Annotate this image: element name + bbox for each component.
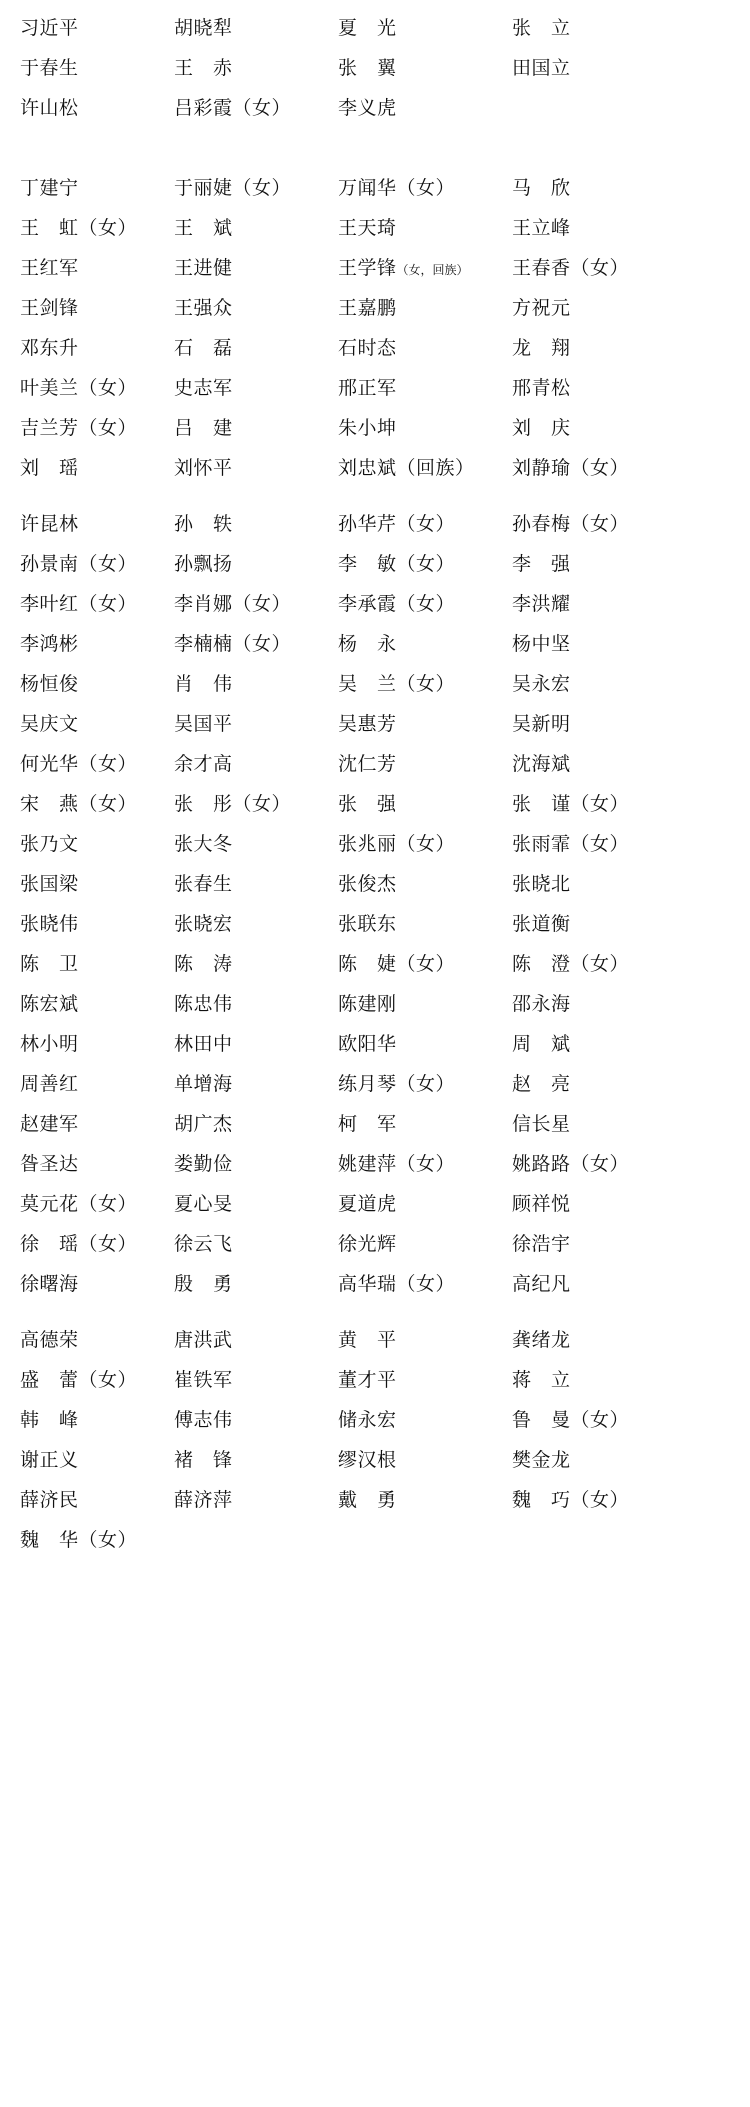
name-cell: 刘忠斌（回族）	[338, 457, 475, 479]
name-cell: 信长星	[512, 1113, 571, 1135]
name-row	[18, 624, 732, 664]
name-cell: 戴 勇	[338, 1489, 397, 1511]
name-cell: 王进健	[174, 257, 233, 279]
name-cell: 赵 亮	[512, 1073, 571, 1095]
name-cell: 于春生	[20, 57, 79, 79]
name-cell: 吴新明	[512, 713, 571, 735]
name-cell: 杨中坚	[512, 633, 571, 655]
group-spacer	[18, 1304, 732, 1320]
name-cell: 顾祥悦	[512, 1193, 571, 1215]
name-row	[18, 544, 732, 584]
name-cell: 夏心旻	[174, 1193, 233, 1215]
name-cell: 林小明	[20, 1033, 79, 1055]
name-row	[18, 784, 732, 824]
name-cell: 王立峰	[512, 217, 571, 239]
name-cell: 刘静瑜（女）	[512, 457, 630, 479]
name-cell: 陈忠伟	[174, 993, 233, 1015]
name-row	[18, 408, 732, 448]
name-cell: 于丽婕（女）	[174, 177, 292, 199]
name-cell: 张乃文	[20, 833, 79, 855]
name-cell: 殷 勇	[174, 1273, 233, 1295]
name-cell: 李义虎	[338, 97, 397, 119]
name-cell: 吴惠芳	[338, 713, 397, 735]
name-cell: 徐光辉	[338, 1233, 397, 1255]
name-cell: 张大冬	[174, 833, 233, 855]
name-cell: 姚路路（女）	[512, 1153, 630, 1175]
name-cell: 张 谨（女）	[512, 793, 630, 815]
name-cell: 张 彤（女）	[174, 793, 292, 815]
name-cell: 张国梁	[20, 873, 79, 895]
name-row	[18, 1264, 732, 1304]
name-cell: 李叶红（女）	[20, 593, 138, 615]
name-row	[18, 1144, 732, 1184]
name-cell: 魏 巧（女）	[512, 1489, 630, 1511]
name-cell: 张春生	[174, 873, 233, 895]
name-cell: 丁建宁	[20, 177, 79, 199]
name-row	[18, 48, 732, 88]
name-row	[18, 88, 732, 128]
name-cell: 林田中	[174, 1033, 233, 1055]
name-qualifier: （女，回族）	[396, 263, 469, 277]
name-cell: 石 磊	[174, 337, 233, 359]
name-cell: 缪汉根	[338, 1449, 397, 1471]
name-row	[18, 1024, 732, 1064]
name-cell: 孙飘扬	[174, 553, 233, 575]
name-cell: 张 强	[338, 793, 397, 815]
name-cell: 陈宏斌	[20, 993, 79, 1015]
name-row	[18, 368, 732, 408]
name-cell: 周 斌	[512, 1033, 571, 1055]
name-cell: 陈建刚	[338, 993, 397, 1015]
name-cell: 史志军	[174, 377, 233, 399]
name-cell: 韩 峰	[20, 1409, 79, 1431]
name-cell: 刘怀平	[174, 457, 233, 479]
name-cell: 张兆丽（女）	[338, 833, 456, 855]
name-cell: 孙华芹（女）	[338, 513, 456, 535]
name-cell: 张 翼	[338, 57, 397, 79]
name-cell: 刘 庆	[512, 417, 571, 439]
name-row	[18, 208, 732, 248]
name-cell: 储永宏	[338, 1409, 397, 1431]
name-cell: 张晓宏	[174, 913, 233, 935]
name-cell: 杨 永	[338, 633, 397, 655]
name-cell: 王红军	[20, 257, 79, 279]
group-spacer	[18, 488, 732, 504]
name-cell: 李鸿彬	[20, 633, 79, 655]
name-group	[18, 8, 732, 128]
name-cell: 陈 卫	[20, 953, 79, 975]
name-row	[18, 328, 732, 368]
name-cell: 徐云飞	[174, 1233, 233, 1255]
name-cell: 谢正义	[20, 1449, 79, 1471]
name-cell: 王春香（女）	[512, 257, 630, 279]
name-cell: 黄 平	[338, 1329, 397, 1351]
name-cell: 胡晓犁	[174, 17, 233, 39]
name-row	[18, 944, 732, 984]
name-row	[18, 1064, 732, 1104]
name-cell: 龚绪龙	[512, 1329, 571, 1351]
name-row	[18, 1104, 732, 1144]
name-row	[18, 8, 732, 48]
name-cell: 李 强	[512, 553, 571, 575]
name-cell: 肖 伟	[174, 673, 233, 695]
name-row	[18, 1320, 732, 1360]
name-cell: 余才高	[174, 753, 233, 775]
name-cell: 吴 兰（女）	[338, 673, 456, 695]
name-cell: 赵建军	[20, 1113, 79, 1135]
name-cell: 叶美兰（女）	[20, 377, 138, 399]
name-group	[18, 1320, 732, 1560]
name-cell: 李楠楠（女）	[174, 633, 292, 655]
name-cell: 石时态	[338, 337, 397, 359]
name-cell: 傅志伟	[174, 1409, 233, 1431]
name-cell: 夏 光	[338, 17, 397, 39]
name-cell: 鲁 曼（女）	[512, 1409, 630, 1431]
name-cell: 龙 翔	[512, 337, 571, 359]
name-cell: 邵永海	[512, 993, 571, 1015]
name-cell: 田国立	[512, 57, 571, 79]
name-cell: 昝圣达	[20, 1153, 79, 1175]
name-cell: 徐浩宇	[512, 1233, 571, 1255]
name-row	[18, 584, 732, 624]
name-row	[18, 1400, 732, 1440]
name-cell: 陈 澄（女）	[512, 953, 630, 975]
name-cell: 邢正军	[338, 377, 397, 399]
name-cell: 邢青松	[512, 377, 571, 399]
name-row	[18, 504, 732, 544]
name-row	[18, 824, 732, 864]
name-cell: 邓东升	[20, 337, 79, 359]
name-cell: 万闻华（女）	[338, 177, 456, 199]
name-group	[18, 504, 732, 1304]
name-cell: 胡广杰	[174, 1113, 233, 1135]
name-row	[18, 1520, 732, 1560]
name-cell: 孙 轶	[174, 513, 233, 535]
name-cell: 李洪耀	[512, 593, 571, 615]
name-cell: 魏 华（女）	[20, 1529, 138, 1551]
name-cell: 吴永宏	[512, 673, 571, 695]
name-row	[18, 664, 732, 704]
name-cell: 何光华（女）	[20, 753, 138, 775]
name-row	[18, 1360, 732, 1400]
name-cell: 徐 瑶（女）	[20, 1233, 138, 1255]
name-row	[18, 864, 732, 904]
name-group	[18, 168, 732, 488]
name-cell: 张俊杰	[338, 873, 397, 895]
name-cell: 姚建萍（女）	[338, 1153, 456, 1175]
name-cell: 周善红	[20, 1073, 79, 1095]
name-cell: 习近平	[20, 17, 79, 39]
name-cell: 莫元花（女）	[20, 1193, 138, 1215]
name-cell: 单增海	[174, 1073, 233, 1095]
name-cell: 柯 军	[338, 1113, 397, 1135]
name-cell: 盛 蕾（女）	[20, 1369, 138, 1391]
name-row	[18, 1440, 732, 1480]
name-cell: 李肖娜（女）	[174, 593, 292, 615]
name-row	[18, 904, 732, 944]
name-row	[18, 984, 732, 1024]
name-cell: 孙景南（女）	[20, 553, 138, 575]
name-row	[18, 168, 732, 208]
name-cell: 徐曙海	[20, 1273, 79, 1295]
name-cell: 杨恒俊	[20, 673, 79, 695]
name-cell: 薛济萍	[174, 1489, 233, 1511]
name-cell: 吉兰芳（女）	[20, 417, 138, 439]
name-row	[18, 448, 732, 488]
name-cell: 许昆林	[20, 513, 79, 535]
name-cell: 王 赤	[174, 57, 233, 79]
name-cell: 王强众	[174, 297, 233, 319]
name-cell: 张 立	[512, 17, 571, 39]
name-cell: 李承霞（女）	[338, 593, 456, 615]
name-row	[18, 1480, 732, 1520]
name-cell: 高德荣	[20, 1329, 79, 1351]
name-cell: 李 敏（女）	[338, 553, 456, 575]
name-cell: 张雨霏（女）	[512, 833, 630, 855]
name-cell: 刘 瑶	[20, 457, 79, 479]
name-cell: 欧阳华	[338, 1033, 397, 1055]
name-cell: 张晓北	[512, 873, 571, 895]
name-cell: 樊金龙	[512, 1449, 571, 1471]
name-cell: 张道衡	[512, 913, 571, 935]
name-cell: 薛济民	[20, 1489, 79, 1511]
name-row	[18, 744, 732, 784]
name-cell: 张晓伟	[20, 913, 79, 935]
name-cell: 高华瑞（女）	[338, 1273, 456, 1295]
name-cell: 王 斌	[174, 217, 233, 239]
name-cell: 崔铁军	[174, 1369, 233, 1391]
name-cell: 王剑锋	[20, 297, 79, 319]
name-cell: 沈仁芳	[338, 753, 397, 775]
name-cell: 董才平	[338, 1369, 397, 1391]
name-cell: 张联东	[338, 913, 397, 935]
name-cell: 练月琴（女）	[338, 1073, 456, 1095]
name-cell: 陈 婕（女）	[338, 953, 456, 975]
name-cell: 蒋 立	[512, 1369, 571, 1391]
name-cell: 娄勤俭	[174, 1153, 233, 1175]
name-cell: 方祝元	[512, 297, 571, 319]
name-cell: 王 虹（女）	[20, 217, 138, 239]
name-cell: 陈 涛	[174, 953, 233, 975]
name-cell: 褚 锋	[174, 1449, 233, 1471]
name-row	[18, 1184, 732, 1224]
name-cell: 夏道虎	[338, 1193, 397, 1215]
name-cell: 王天琦	[338, 217, 397, 239]
name-row	[18, 248, 732, 288]
name-cell: 王学锋（女，回族）	[338, 257, 469, 279]
name-cell: 许山松	[20, 97, 79, 119]
name-cell: 吴国平	[174, 713, 233, 735]
name-cell: 宋 燕（女）	[20, 793, 138, 815]
name-list-root	[18, 8, 732, 1560]
name-cell: 朱小坤	[338, 417, 397, 439]
name-cell: 吕彩霞（女）	[174, 97, 292, 119]
name-row	[18, 704, 732, 744]
name-cell: 吕 建	[174, 417, 233, 439]
name-row	[18, 1224, 732, 1264]
name-row	[18, 288, 732, 328]
name-cell: 唐洪武	[174, 1329, 233, 1351]
name-cell: 吴庆文	[20, 713, 79, 735]
name-cell: 马 欣	[512, 177, 571, 199]
name-cell: 孙春梅（女）	[512, 513, 630, 535]
name-cell: 高纪凡	[512, 1273, 571, 1295]
name-cell: 沈海斌	[512, 753, 571, 775]
name-cell: 王嘉鹏	[338, 297, 397, 319]
group-spacer	[18, 128, 732, 168]
